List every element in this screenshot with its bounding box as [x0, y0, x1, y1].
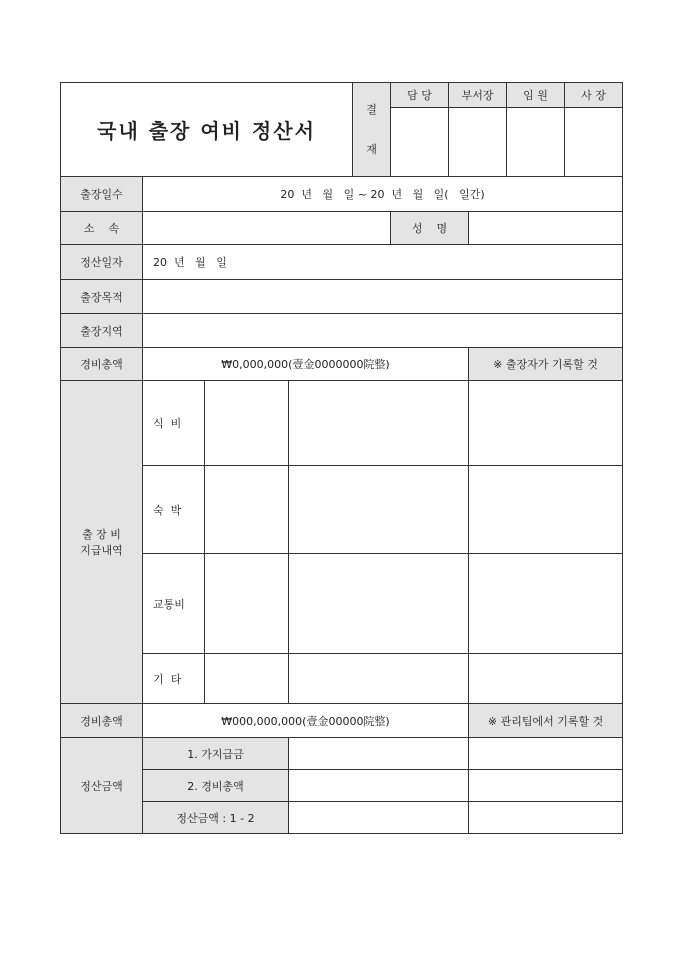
detail-label-line2: 지급내역: [80, 544, 123, 557]
approval-label: [353, 83, 391, 177]
detail-transport-note[interactable]: [469, 554, 623, 654]
detail-item-lodging: 숙 박: [143, 466, 205, 554]
settle-final-note[interactable]: [469, 802, 623, 834]
approval-label-bottom: 재: [366, 142, 377, 156]
settle-advance-amount[interactable]: [289, 738, 469, 770]
approval-col-manager: 담 당: [391, 83, 449, 108]
settlement-form: [60, 82, 621, 834]
settle-total-note[interactable]: [469, 770, 623, 802]
detail-lodging-desc[interactable]: [289, 466, 469, 554]
total-expense-value[interactable]: ₩0,000,000(壹金0000000院整): [143, 348, 469, 381]
region-label: 출장지역: [61, 314, 143, 348]
total-expense-label: 경비총액: [61, 348, 143, 381]
trip-days-value[interactable]: 20 년 월 일 ~ 20 년 월 일( 일간): [143, 177, 623, 212]
approval-sign-executive[interactable]: [507, 108, 565, 177]
form-table: [60, 82, 623, 834]
detail-item-other: 기 타: [143, 654, 205, 704]
name-field[interactable]: [469, 212, 623, 245]
detail-meals-amount[interactable]: [205, 381, 289, 466]
settle-item-total: 2. 경비총액: [143, 770, 289, 802]
approval-sign-president[interactable]: [565, 108, 623, 177]
approval-col-president: 사 장: [565, 83, 623, 108]
detail-other-desc[interactable]: [289, 654, 469, 704]
form-title: 국내 출장 여비 정산서: [61, 83, 353, 177]
purpose-label: 출장목적: [61, 280, 143, 314]
approval-label-top: 결: [366, 102, 377, 116]
affiliation-label: 소 속: [61, 212, 143, 245]
settle-item-final: 정산금액 : 1 - 2: [143, 802, 289, 834]
detail-lodging-amount[interactable]: [205, 466, 289, 554]
detail-lodging-note[interactable]: [469, 466, 623, 554]
approval-sign-manager[interactable]: [391, 108, 449, 177]
settle-item-advance: 1. 가지급금: [143, 738, 289, 770]
detail-transport-desc[interactable]: [289, 554, 469, 654]
detail-item-meals: 식 비: [143, 381, 205, 466]
detail-label: [61, 381, 143, 704]
trip-days-label: 출장일수: [61, 177, 143, 212]
settle-date-value[interactable]: 20 년 월 일: [143, 245, 623, 280]
detail-item-transport: 교통비: [143, 554, 205, 654]
settle-advance-note[interactable]: [469, 738, 623, 770]
detail-label-line1: 출 장 비: [82, 528, 121, 541]
purpose-field[interactable]: [143, 280, 623, 314]
settle-final-amount[interactable]: [289, 802, 469, 834]
total-expense2-label: 경비총액: [61, 704, 143, 738]
detail-transport-amount[interactable]: [205, 554, 289, 654]
settle-amount-label: 정산금액: [61, 738, 143, 834]
region-field[interactable]: [143, 314, 623, 348]
settle-total-amount[interactable]: [289, 770, 469, 802]
affiliation-field[interactable]: [143, 212, 391, 245]
detail-meals-note[interactable]: [469, 381, 623, 466]
settle-date-label: 정산일자: [61, 245, 143, 280]
total-expense2-value[interactable]: ₩000,000,000(壹金00000院整): [143, 704, 469, 738]
approval-col-executive: 임 원: [507, 83, 565, 108]
total-expense2-note: ※ 관리팀에서 기록할 것: [469, 704, 623, 738]
approval-col-dept-head: 부서장: [449, 83, 507, 108]
total-expense-note: ※ 출장자가 기록할 것: [469, 348, 623, 381]
detail-other-note[interactable]: [469, 654, 623, 704]
detail-other-amount[interactable]: [205, 654, 289, 704]
approval-sign-dept-head[interactable]: [449, 108, 507, 177]
name-label: 성 명: [391, 212, 469, 245]
detail-meals-desc[interactable]: [289, 381, 469, 466]
